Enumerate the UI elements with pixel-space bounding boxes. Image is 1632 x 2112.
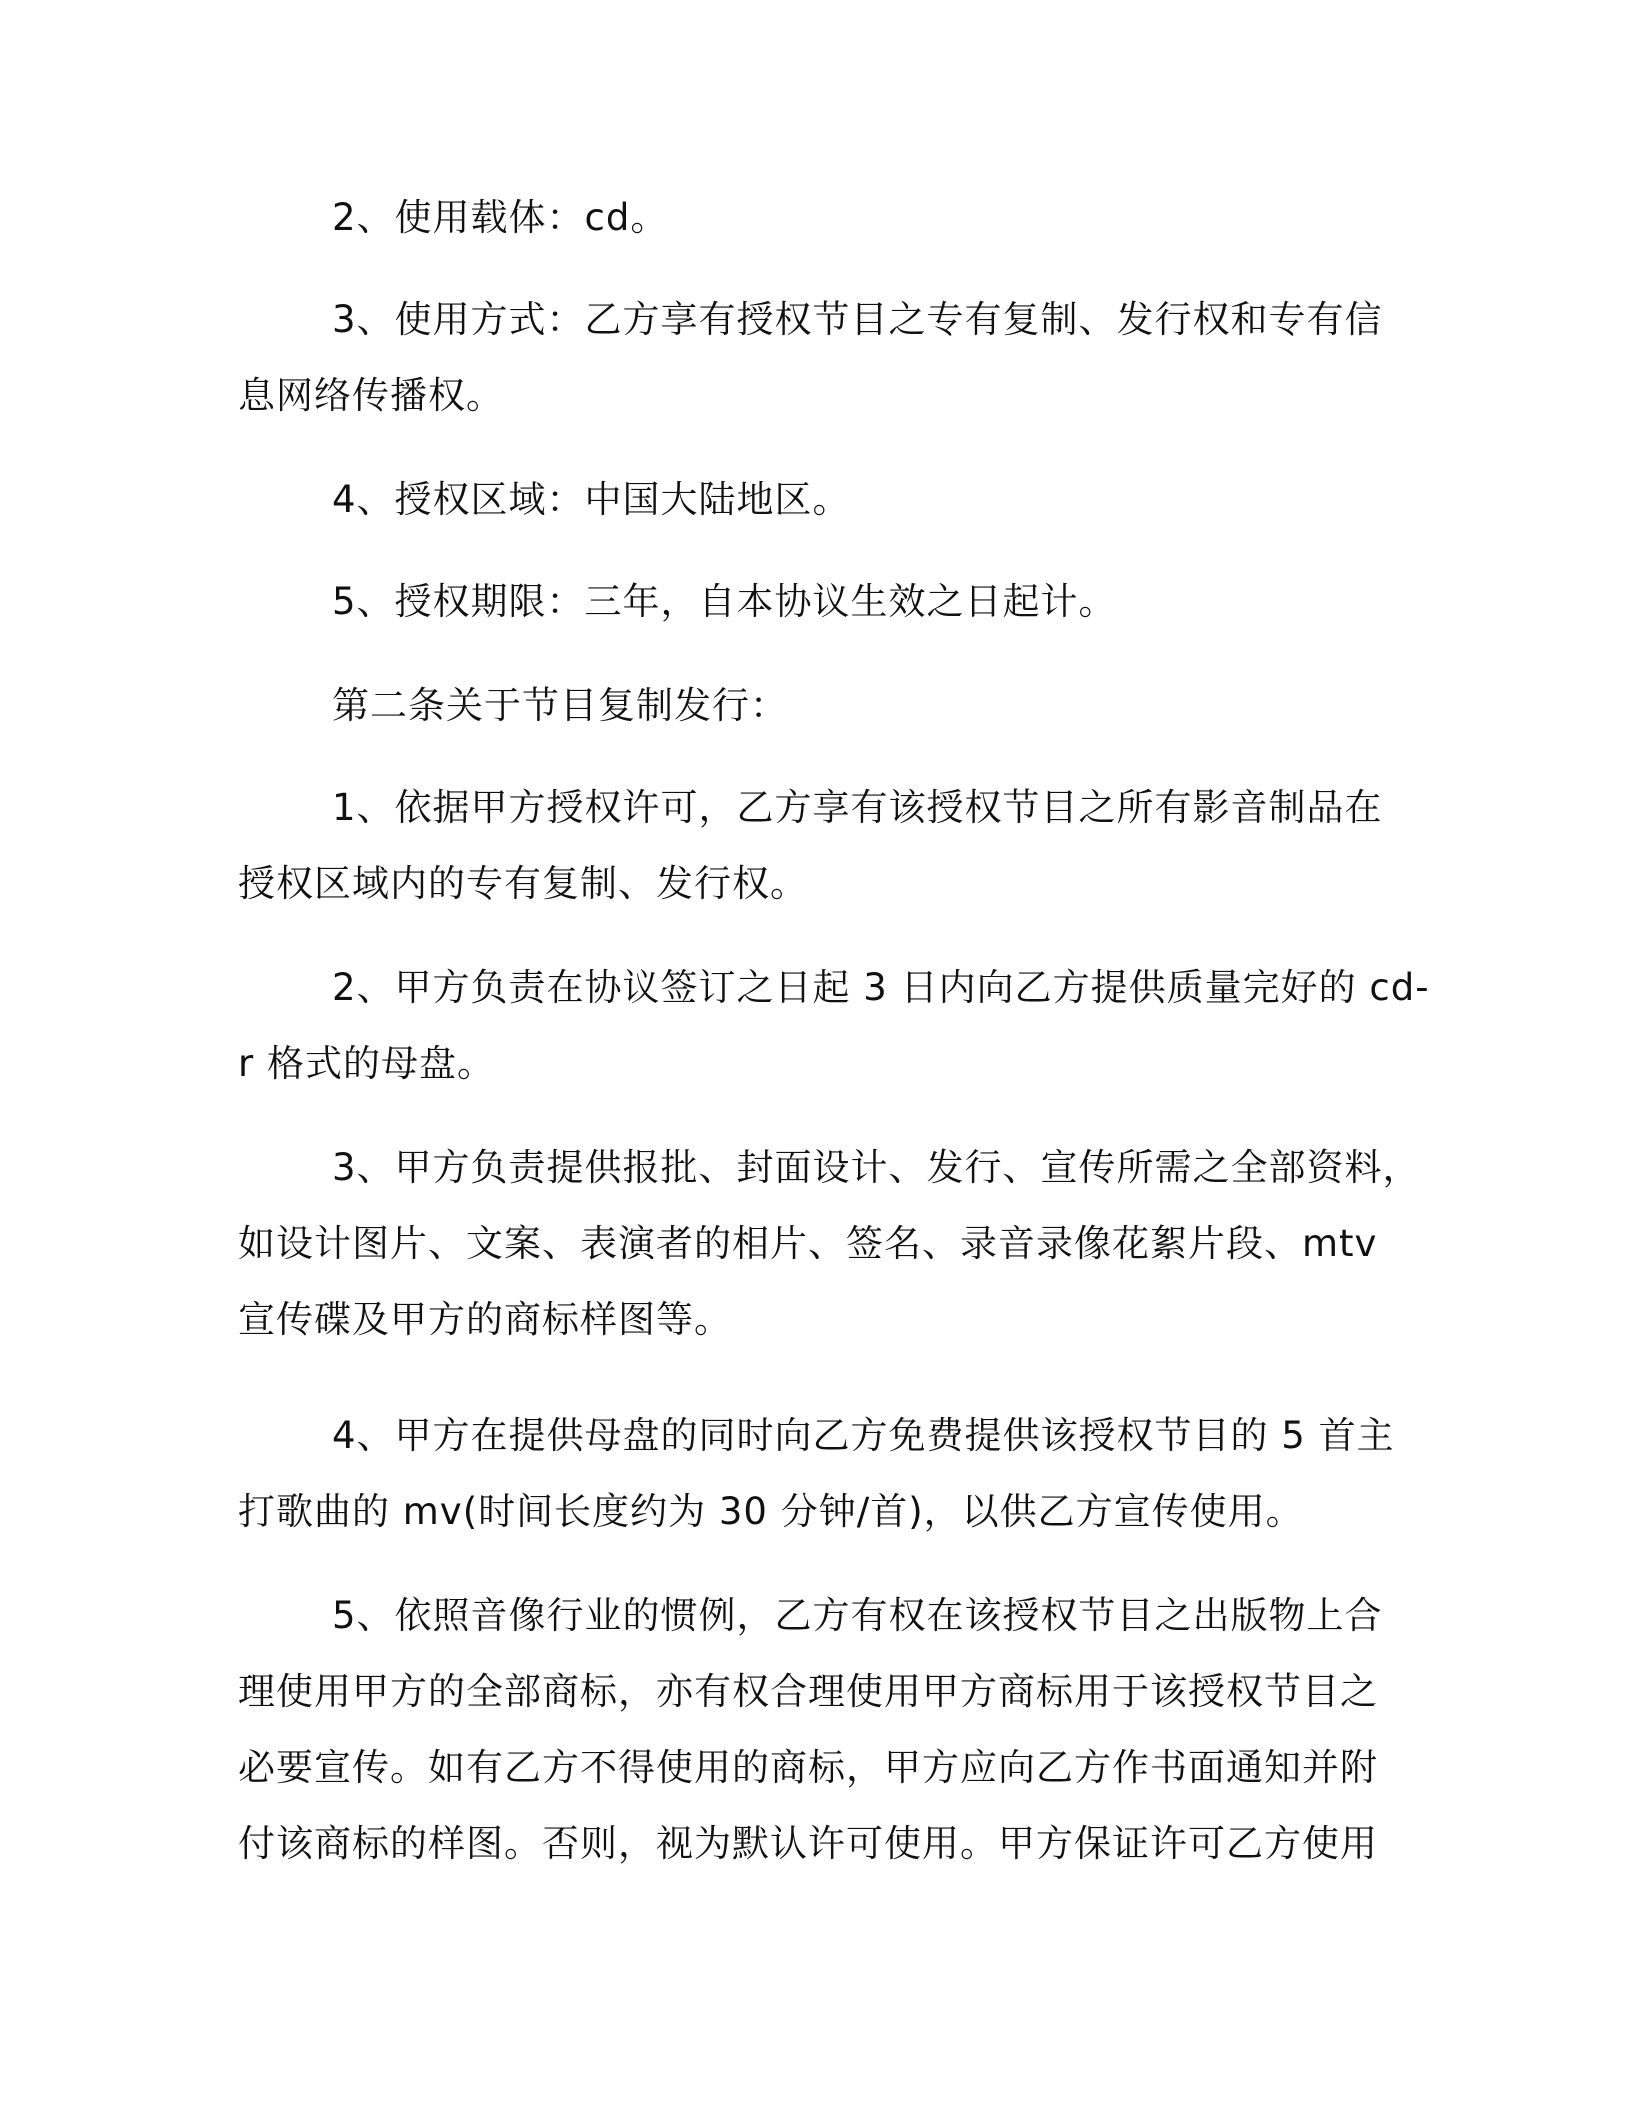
text-line: 2、甲方负责在协议签订之日起 3 日内向乙方提供质量完好的 cd- [332, 966, 1430, 1009]
paragraph-clause-4 [238, 1398, 1398, 1550]
article-heading [238, 668, 1398, 744]
text-line: 息网络传播权。 [238, 374, 504, 417]
text-line: 付该商标的样图。否则，视为默认许可使用。甲方保证许可乙方使用 [238, 1822, 1378, 1865]
text-line: 理使用甲方的全部商标，亦有权合理使用甲方商标用于该授权节目之 [238, 1670, 1378, 1713]
text-line: 授权区域内的专有复制、发行权。 [238, 862, 808, 905]
text-line: 第二条关于节目复制发行： [332, 684, 788, 727]
text-line: 5、依照音像行业的惯例，乙方有权在该授权节目之出版物上合 [332, 1594, 1383, 1637]
text-line: 3、使用方式：乙方享有授权节目之专有复制、发行权和专有信 [332, 298, 1383, 341]
paragraph-term [238, 564, 1398, 640]
paragraph-carrier [238, 180, 1398, 256]
text-line: 2、使用载体：cd。 [332, 196, 669, 239]
paragraph-region [238, 462, 1398, 538]
text-line: 4、授权区域：中国大陆地区。 [332, 478, 851, 521]
text-line: 如设计图片、文案、表演者的相片、签名、录音录像花絮片段、mtv [238, 1222, 1378, 1265]
text-line: 4、甲方在提供母盘的同时向乙方免费提供该授权节目的 5 首主 [332, 1414, 1395, 1457]
text-line: r 格式的母盘。 [238, 1042, 495, 1085]
text-line: 3、甲方负责提供报批、封面设计、发行、宣传所需之全部资料， [332, 1146, 1421, 1189]
text-line: 打歌曲的 mv(时间长度约为 30 分钟/首)，以供乙方宣传使用。 [238, 1490, 1304, 1533]
paragraph-clause-5 [238, 1578, 1398, 1882]
paragraph-usage-method [238, 282, 1398, 434]
text-line: 1、依据甲方授权许可，乙方享有该授权节目之所有影音制品在 [332, 786, 1383, 829]
text-line: 5、授权期限：三年，自本协议生效之日起计。 [332, 580, 1117, 623]
paragraph-clause-1 [238, 770, 1398, 922]
paragraph-clause-2 [238, 950, 1430, 1102]
paragraph-clause-3 [238, 1130, 1421, 1358]
text-line: 必要宣传。如有乙方不得使用的商标，甲方应向乙方作书面通知并附 [238, 1746, 1378, 1789]
text-line: 宣传碟及甲方的商标样图等。 [238, 1298, 732, 1341]
